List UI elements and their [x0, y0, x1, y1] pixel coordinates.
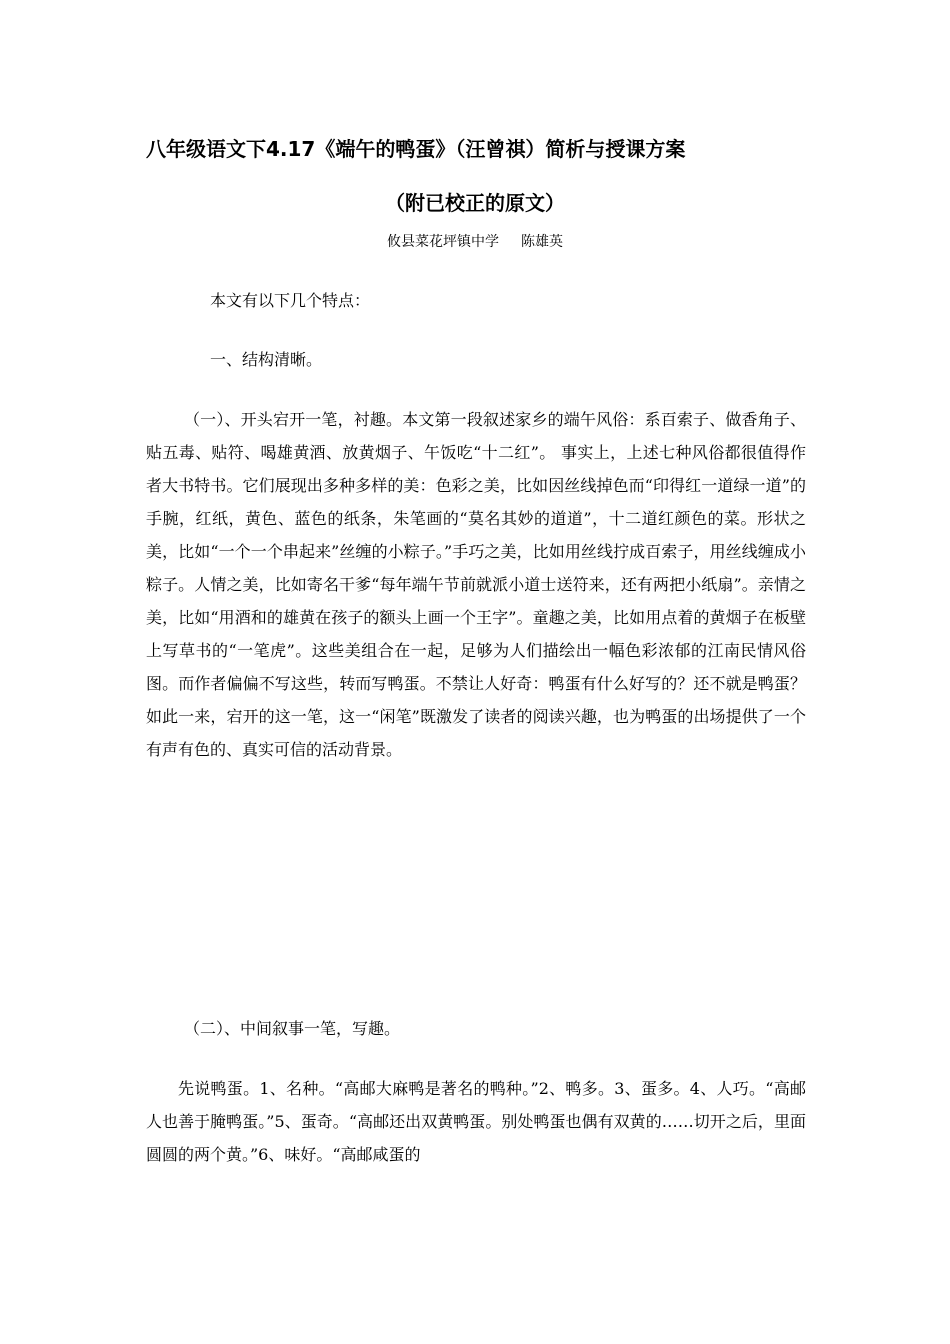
intro-paragraph: 本文有以下几个特点： [210, 291, 371, 310]
document-subtitle: （附已校正的原文） [385, 191, 565, 215]
author-school: 攸县菜花坪镇中学 [387, 234, 499, 250]
document-title: 八年级语文下4.17《端午的鸭蛋》（汪曾祺）简析与授课方案 [146, 137, 686, 161]
part2-heading: （二）、中间叙事一笔，写趣。 [184, 1019, 401, 1038]
part2-paragraph: 先说鸭蛋。1、名种。“高邮大麻鸭是著名的鸭种。”2、鸭多。3、蛋多。4、人巧。“高邮人也善于腌鸭蛋。”5、蛋奇。“高邮还出双黄鸭蛋。别处鸭蛋也偶有双黄的……切开之后，里面圆圆的两个黄。”6、味好。“高邮咸蛋的 [146, 1079, 806, 1164]
author-line [0, 231, 950, 253]
section-heading-structure: 一、结构清晰。 [210, 350, 323, 369]
part1-paragraph: （一）、开头宕开一笔，衬趣。本文第一段叙述家乡的端午风俗：系百索子、做香角子、贴五毒、贴符、喝雄黄酒、放黄烟子、午饭吃“十二红”。 事实上，上述七种风俗都很值得作者大书特书。它们展现出多种多样的美：色彩之美，比如因丝线掉色而“印得红一道绿一道”的手腕，红纸，黄色、蓝色的纸条，朱笔画的“莫名其妙的道道”，十二道红颜色的菜。形状之美，比如“一个一个串起来”丝缠的小粽子。”手巧之美，比如用丝线拧成百索子，用丝线缠成小粽子。人情之美，比如寄名干爹“每年端午节前就派小道士送符来，还有两把小纸扇”。亲情之美，比如“用酒和的雄黄在孩子的额头上画一个王字”。童趣之美，比如用点着的黄烟子在板壁上写草书的“一笔虎”。这些美组合在一起，足够为人们描绘出一幅色彩浓郁的江南民情风俗图。而作者偏偏不写这些，转而写鸭蛋。不禁让人好奇：鸭蛋有什么好写的？还不就是鸭蛋？如此一来，宕开的这一笔，这一“闲笔”既激发了读者的阅读兴趣，也为鸭蛋的出场提供了一个有声有色的、真实可信的活动背景。 [146, 410, 806, 759]
author-name: 陈雄英 [521, 234, 563, 250]
